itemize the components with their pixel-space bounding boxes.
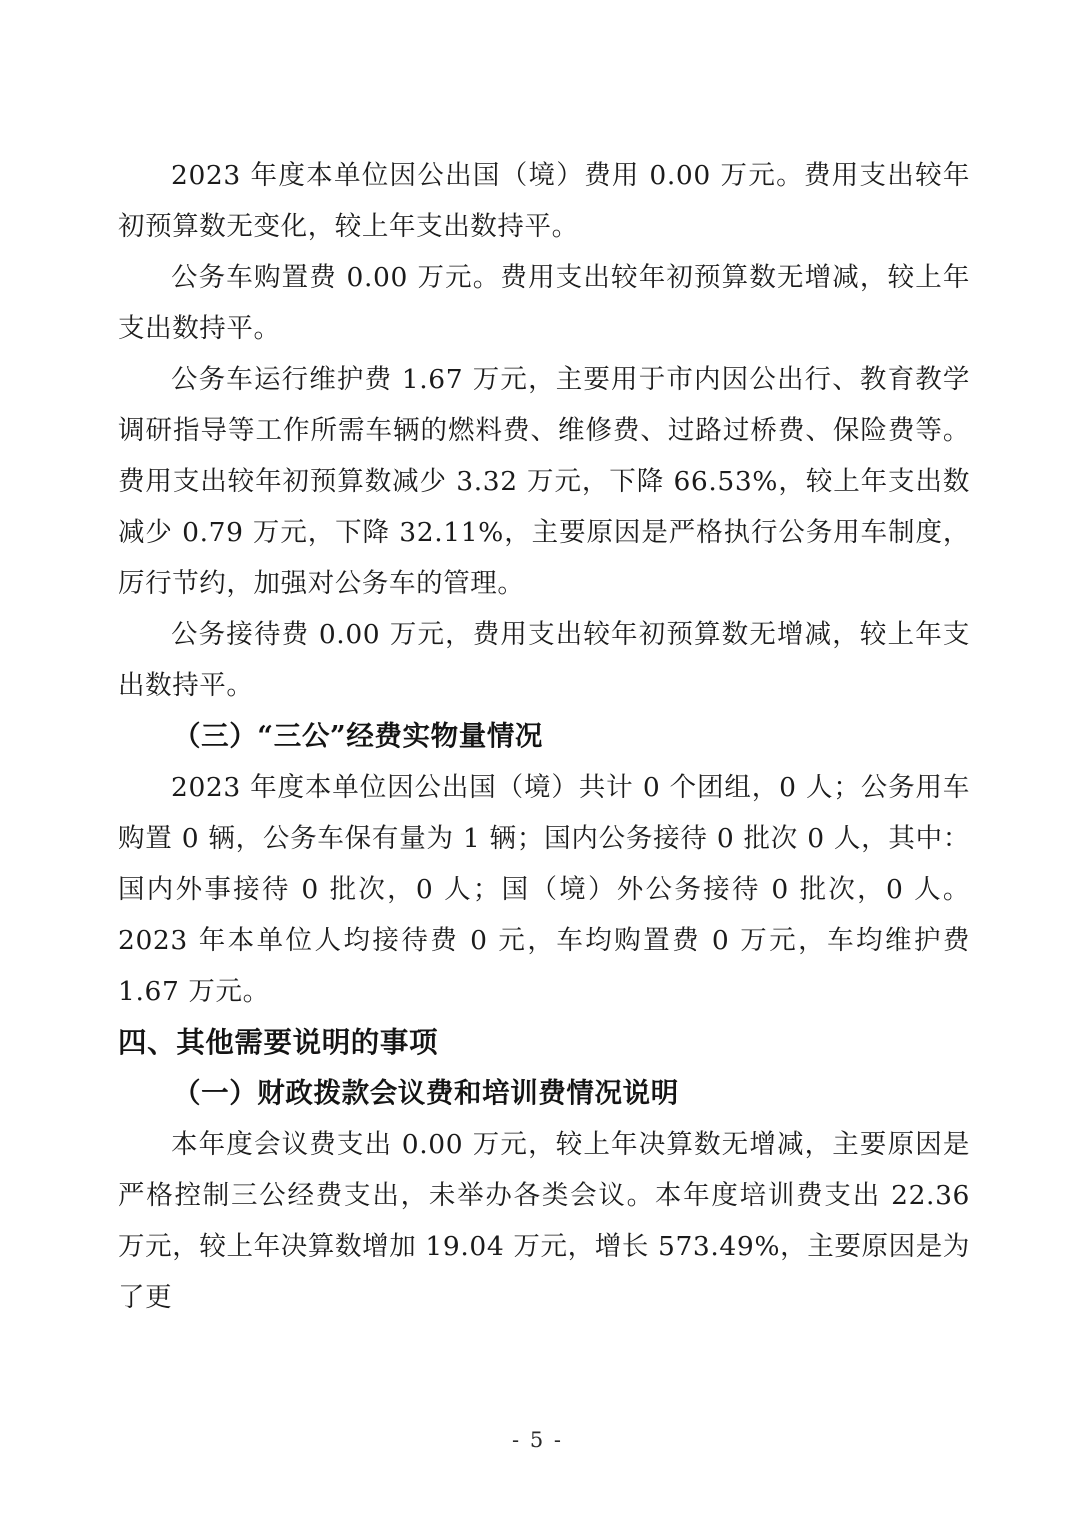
- paragraph-official-reception-expense: 公务接待费 0.00 万元，费用支出较年初预算数无增减，较上年支出数持平。: [118, 619, 970, 701]
- paragraph-overseas-travel-expense: 2023 年度本单位因公出国（境）费用 0.00 万元。费用支出较年初预算数无变化，较上年支出数持平。: [118, 160, 970, 242]
- page-number: - 5 -: [512, 1428, 563, 1452]
- paragraph-vehicle-purchase-expense: 公务车购置费 0.00 万元。费用支出较年初预算数无增减，较上年支出数持平。: [118, 262, 970, 344]
- paragraph-meeting-training-detail: 本年度会议费支出 0.00 万元，较上年决算数无增减，主要原因是严格控制三公经费支出，未举办各类会议。本年度培训费支出 22.36 万元，较上年决算数增加 19.04 万元，增长 573.49%，主要原因是为了更: [118, 1129, 970, 1313]
- heading-three-public-physical-quantity: （三）“三公”经费实物量情况: [173, 720, 544, 752]
- paragraph-physical-quantity-detail: 2023 年度本单位因公出国（境）共计 0 个团组，0 人；公务用车购置 0 辆，公务车保有量为 1 辆；国内公务接待 0 批次 0 人，其中：国内外事接待 0 批次，0 人；国（境）外公务接待 0 批次，0 人。2023 年本单位人均接待费 0 元，车均购置费 0 万元，车均维护费 1.67 万元。: [118, 772, 970, 1007]
- document-body: [118, 150, 970, 1323]
- heading-meeting-training-expense: （一）财政拨款会议费和培训费情况说明: [173, 1077, 679, 1109]
- paragraph-vehicle-operation-expense: 公务车运行维护费 1.67 万元，主要用于市内因公出行、教育教学调研指导等工作所需车辆的燃料费、维修费、过路过桥费、保险费等。费用支出较年初预算数减少 3.32 万元，下降 66.53%，较上年支出数减少 0.79 万元，下降 32.11%，主要原因是严格执行公务用车制度，厉行节约，加强对公务车的管理。: [118, 364, 970, 599]
- heading-other-matters: 四、其他需要说明的事项: [118, 1025, 439, 1059]
